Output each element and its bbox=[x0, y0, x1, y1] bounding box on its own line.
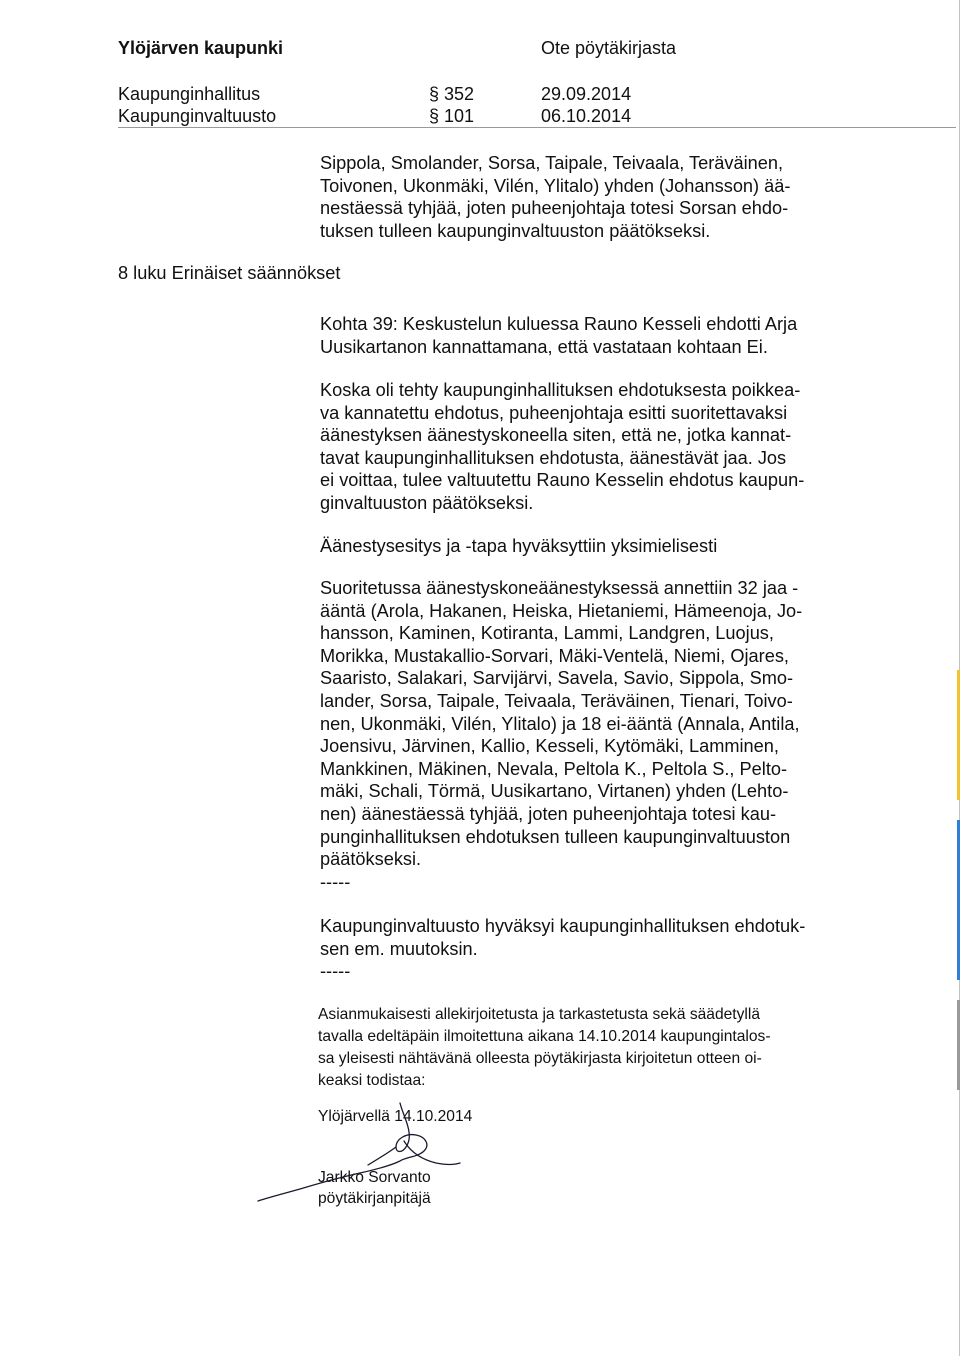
text-line: tavalla edeltäpäin ilmoitettuna aikana 14.10.2014 kaupungintalos- bbox=[318, 1028, 771, 1045]
text-line: tavat kaupunginhallituksen ehdotusta, äänestävät jaa. Jos bbox=[320, 447, 787, 468]
text-line: ei voittaa, tulee valtuutettu Rauno Kesselin ehdotus kaupun- bbox=[320, 470, 805, 491]
paragraph-vote-result-sorsa bbox=[320, 152, 850, 242]
text-line: nestäessä tyhjää, joten puheenjohtaja totesi Sorsan ehdo- bbox=[320, 198, 789, 219]
text-line: nen, Ukonmäki, Vilén, Ylitalo) ja 18 ei-ääntä (Annala, Antila, bbox=[320, 713, 800, 734]
text-line: Sippola, Smolander, Sorsa, Taipale, Teivaala, Teräväinen, bbox=[320, 153, 784, 173]
place-and-date: Ylöjärvellä 14.10.2014 bbox=[318, 1108, 473, 1125]
text-line: Uusikartanon kannattamana, että vastataan kohtaan Ei. bbox=[320, 336, 768, 357]
text-line: Kohta 39: Keskustelun kuluessa Rauno Kesseli ehdotti Arja bbox=[320, 314, 798, 334]
text-line: nen) äänestäessä tyhjää, joten puheenjohtaja totesi kau- bbox=[320, 803, 777, 824]
text-line: sa yleisesti nähtävänä olleesta pöytäkirjasta kirjoitetun otteen oi- bbox=[318, 1050, 762, 1067]
signer-name: Jarkko Sorvanto bbox=[318, 1169, 431, 1186]
header-date-1: 29.09.2014 bbox=[541, 84, 632, 104]
text-line: Morikka, Mustakallio-Sorvari, Mäki-Ventelä, Niemi, Ojares, bbox=[320, 645, 789, 666]
text-line: Kaupunginvaltuusto hyväksyi kaupunginhallituksen ehdotuk- bbox=[320, 916, 806, 936]
header-date-2: 06.10.2014 bbox=[541, 106, 632, 126]
separator: ----- bbox=[320, 871, 351, 892]
text-line: Äänestysesitys ja -tapa hyväksyttiin yksimielisesti bbox=[320, 536, 718, 556]
text-line: hansson, Kaminen, Kotiranta, Lammi, Landgren, Luojus, bbox=[320, 623, 774, 644]
header-body-2: Kaupunginvaltuusto bbox=[118, 106, 277, 126]
certification-text bbox=[318, 1004, 771, 1092]
header-body-1: Kaupunginhallitus bbox=[118, 84, 261, 104]
text-line: va kannatettu ehdotus, puheenjohtaja esitti suoritettavaksi bbox=[320, 402, 788, 423]
text-line: Joensivu, Järvinen, Kallio, Kesseli, Kytömäki, Lamminen, bbox=[320, 736, 779, 757]
document-type: Ote pöytäkirjasta bbox=[541, 38, 677, 58]
handwritten-signature bbox=[250, 1095, 473, 1205]
text-line: tuksen tulleen kaupunginvaltuuston päätökseksi. bbox=[320, 220, 711, 241]
signer-title: pöytäkirjanpitäjä bbox=[318, 1190, 431, 1207]
text-line: Suoritetussa äänestyskoneäänestyksessä annettiin 32 jaa - bbox=[320, 578, 799, 598]
paragraph-vote-method-approved bbox=[320, 535, 850, 558]
chapter-label: 8 luku Erinäiset säännökset bbox=[118, 263, 341, 283]
paragraph-council-decision bbox=[320, 915, 850, 983]
header-rule bbox=[118, 127, 956, 128]
paragraph-vote-tally bbox=[320, 577, 850, 893]
text-line: Koska oli tehty kaupunginhallituksen ehdotuksesta poikkea- bbox=[320, 380, 801, 400]
text-line: äänestyksen äänestyskoneella siten, että ne, jotka kannat- bbox=[320, 425, 792, 446]
municipality-name: Ylöjärven kaupunki bbox=[118, 38, 284, 58]
text-line: Toivonen, Ukonmäki, Vilén, Ylitalo) yhden (Johansson) ää- bbox=[320, 175, 791, 196]
text-line: Saaristo, Salakari, Sarvijärvi, Savela, Savio, Sippola, Smo- bbox=[320, 668, 794, 689]
separator: ----- bbox=[320, 961, 351, 982]
text-line: ääntä (Arola, Hakanen, Heiska, Hietaniemi, Hämeenoja, Jo- bbox=[320, 600, 803, 621]
paragraph-vote-proposal bbox=[320, 379, 850, 515]
text-line: mäki, Schali, Törmä, Uusikartano, Virtanen) yhden (Lehto- bbox=[320, 781, 789, 802]
text-line: päätökseksi. bbox=[320, 849, 422, 870]
text-line: keaksi todistaa: bbox=[318, 1072, 426, 1089]
text-line: ginvaltuuston päätökseksi. bbox=[320, 492, 534, 513]
text-line: sen em. muutoksin. bbox=[320, 938, 478, 959]
text-line: Asianmukaisesti allekirjoitetusta ja tarkastetusta sekä säädetyllä bbox=[318, 1006, 761, 1023]
text-line: lander, Sorsa, Taipale, Teivaala, Teräväinen, Tienari, Toivo- bbox=[320, 690, 793, 711]
header-section-2: § 101 bbox=[429, 106, 475, 126]
text-line: Mankkinen, Mäkinen, Nevala, Peltola K., Peltola S., Pelto- bbox=[320, 758, 788, 779]
text-line: punginhallituksen ehdotuksen tulleen kaupunginvaltuuston bbox=[320, 826, 791, 847]
header-section-1: § 352 bbox=[429, 84, 475, 104]
paragraph-item-39 bbox=[320, 313, 850, 358]
